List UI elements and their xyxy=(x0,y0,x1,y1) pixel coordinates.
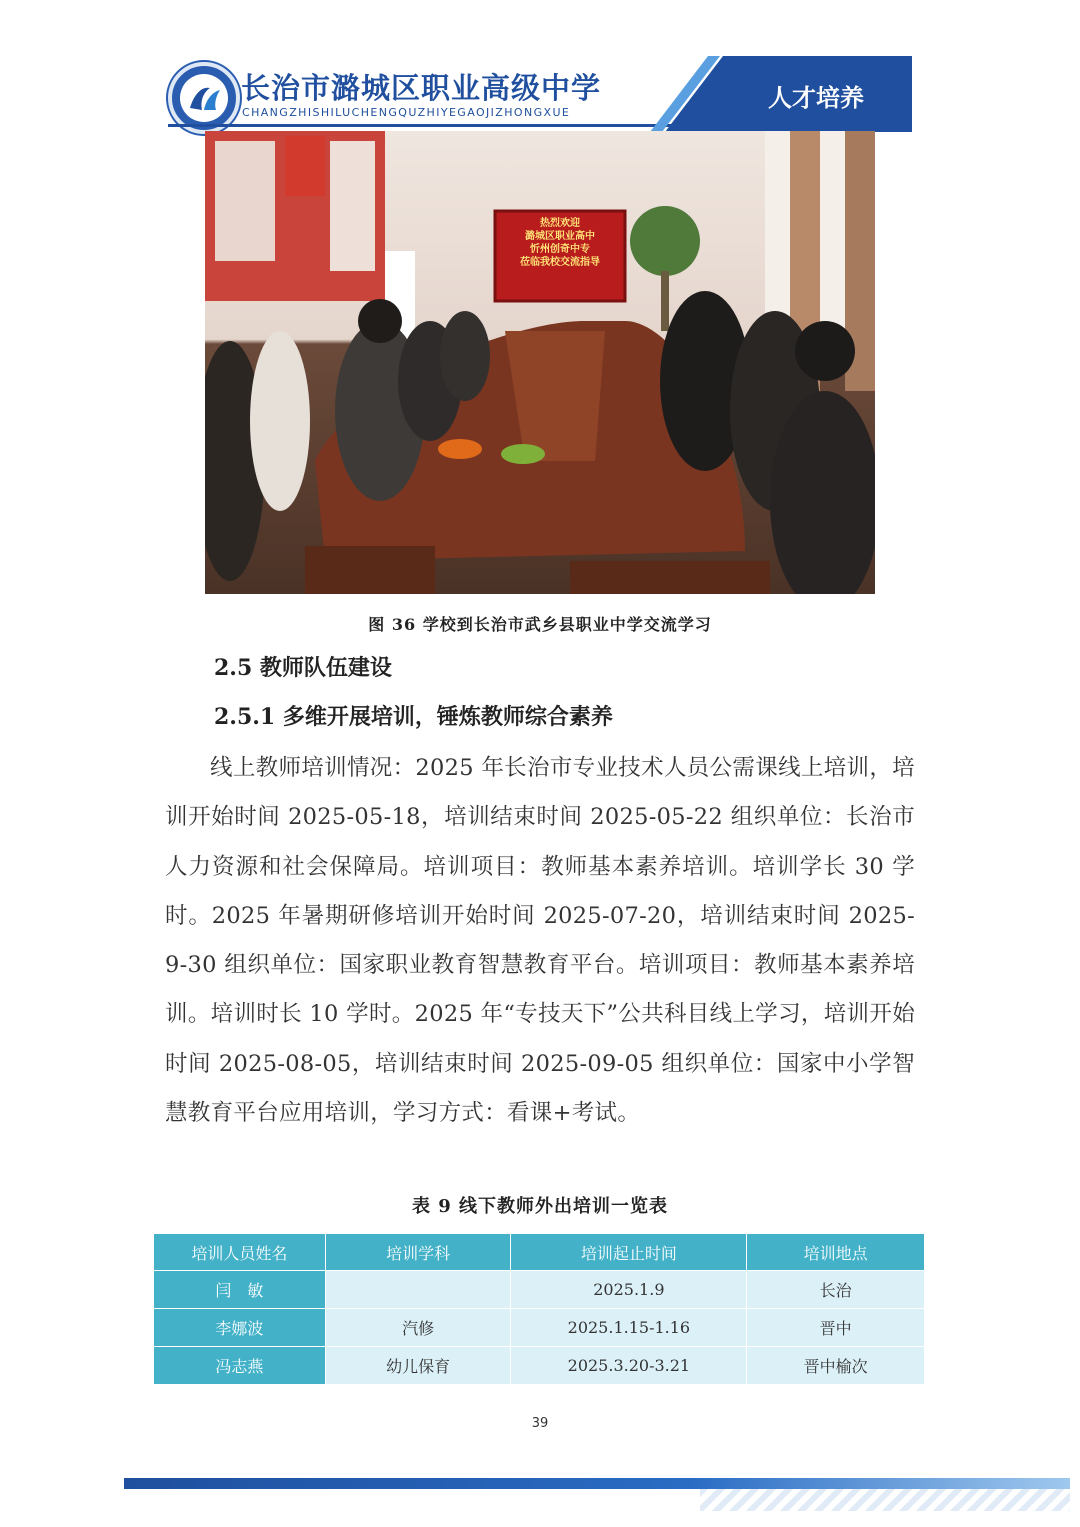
screen-line: 莅临我校交流指导 xyxy=(520,257,600,268)
logo-emblem-icon xyxy=(180,74,228,122)
screen-line: 潞城区职业高中 xyxy=(525,231,595,242)
school-pinyin: CHANGZHISHILUCHENGQUZHIYEGAOJIZHONGXUE xyxy=(242,106,571,119)
table-header-cell: 培训起止时间 xyxy=(511,1234,747,1271)
table-row xyxy=(154,1347,925,1385)
page-header xyxy=(0,0,1080,135)
screen-line: 热烈欢迎 xyxy=(540,218,580,229)
header-divider xyxy=(168,124,688,127)
screen-line: 忻州创奇中专 xyxy=(530,244,590,255)
table-cell: 幼儿保育 xyxy=(325,1347,511,1385)
table-cell-name: 闫 敏 xyxy=(154,1271,326,1309)
table-cell: 2025.1.15-1.16 xyxy=(511,1309,747,1347)
table-row xyxy=(154,1271,925,1309)
section-label: 人才培养 xyxy=(768,84,864,112)
welcome-screen-text xyxy=(501,217,619,269)
figure-caption: 图 36 学校到长治市武乡县职业中学交流学习 xyxy=(368,615,712,634)
meeting-photo-illustration xyxy=(205,131,875,594)
table-cell-name: 李娜波 xyxy=(154,1309,326,1347)
table-cell xyxy=(325,1271,511,1309)
table-cell: 2025.1.9 xyxy=(511,1271,747,1309)
subsection-heading: 2.5.1 多维开展培训，锤炼教师综合素养 xyxy=(214,704,613,730)
body-paragraph: 线上教师培训情况：2025 年长治市专业技术人员公需课线上培训，培训开始时间 2025-05-18，培训结束时间 2025-05-22 组织单位：长治市人力资源和社会保障局。培训项目：教师基本素养培训。培训学长 30 学时。2025 年暑期研修培训开始时间 2025-07-20，培训结束时间 2025-9-30 组织单位：国家职业教育智慧教育平台。培训项目：教师基本素养培训。培训时长 10 学时。2025 年“专技天下”公共科目线上学习，培训开始时间 2025-08-05，培训结束时间 2025-09-05 组织单位：国家中小学智慧教育平台应用培训，学习方式：看课+考试。 xyxy=(165,755,915,1127)
table-cell: 汽修 xyxy=(325,1309,511,1347)
training-table xyxy=(153,1233,925,1385)
table-cell-name: 冯志燕 xyxy=(154,1347,326,1385)
meeting-photo xyxy=(205,131,875,594)
table-cell: 2025.3.20-3.21 xyxy=(511,1347,747,1385)
table-header-cell: 培训学科 xyxy=(325,1234,511,1271)
page-number: 39 xyxy=(531,1416,549,1431)
table-header-cell: 培训地点 xyxy=(747,1234,925,1271)
table-row xyxy=(154,1309,925,1347)
table-header-cell: 培训人员姓名 xyxy=(154,1234,326,1271)
school-name: 长治市潞城区职业高级中学 xyxy=(241,71,602,105)
footer-stripe xyxy=(700,1489,1070,1511)
table-cell: 长治 xyxy=(747,1271,925,1309)
table-cell: 晋中榆次 xyxy=(747,1347,925,1385)
table-title: 表 9 线下教师外出培训一览表 xyxy=(411,1196,669,1217)
section-heading: 2.5 教师队伍建设 xyxy=(214,655,392,681)
footer-bar xyxy=(124,1478,1070,1489)
table-cell: 晋中 xyxy=(747,1309,925,1347)
table-header-row xyxy=(154,1234,925,1271)
